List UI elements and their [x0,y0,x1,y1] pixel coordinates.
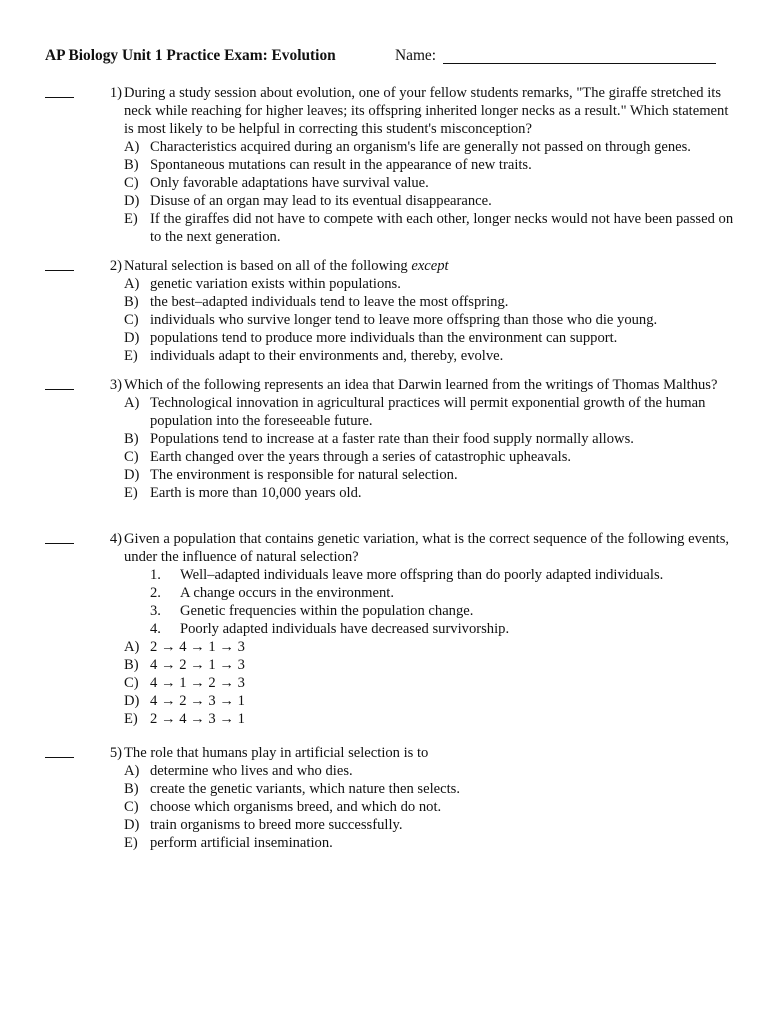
option-a [124,394,734,430]
option-letter: E) [124,711,138,727]
option-text: genetic variation exists within populations. [150,276,401,292]
option-b [124,656,734,674]
name-field-line[interactable] [443,63,716,64]
option-text: Spontaneous mutations can result in the appearance of new traits. [150,157,532,173]
event-1 [124,566,734,584]
event-number: 1. [150,567,161,583]
event-text: A change occurs in the environment. [180,585,394,601]
question-number: 5) [109,745,122,761]
event-number: 2. [150,585,161,601]
option-letter: C) [124,449,139,465]
option-letter: D) [124,193,140,209]
option-e [124,210,734,246]
option-e [124,710,734,728]
option-text: Earth is more than 10,000 years old. [150,485,362,501]
option-d [124,466,734,484]
option-text: Earth changed over the years through a series of catastrophic upheavals. [150,449,572,465]
option-e [124,834,734,852]
answer-blank[interactable] [45,97,74,98]
option-text: determine who lives and who dies. [150,763,353,779]
option-text: Technological innovation in agricultural practices will permit exponential growth of the human population into the foreseeable future. [150,395,706,429]
event-list [124,566,734,638]
question-stem: Which of the following represents an idea that Darwin learned from the writings of Thomas Malthus? [124,377,718,393]
option-letter: D) [124,330,140,346]
option-letter: C) [124,175,139,191]
question-stem: During a study session about evolution, one of your fellow students remarks, "The giraffe stretched its neck while reaching for higher leaves; its offspring inherited longer necks as a result." Which statement is most likely to be helpful in correcting this student's misconception? [124,85,729,137]
question-body [124,744,734,852]
option-letter: B) [124,431,139,447]
option-letter: D) [124,693,140,709]
option-text: 4 → 2 → 1 → 3 [150,657,245,673]
event-text: Genetic frequencies within the population change. [180,603,474,619]
option-b [124,293,734,311]
answer-blank[interactable] [45,389,74,390]
option-e [124,347,734,365]
option-letter: B) [124,657,139,673]
option-text: 4 → 2 → 3 → 1 [150,693,245,709]
question-number: 4) [109,531,122,547]
option-b [124,780,734,798]
option-c [124,798,734,816]
question-body [124,84,734,246]
option-text: Disuse of an organ may lead to its eventual disappearance. [150,193,492,209]
option-a [124,762,734,780]
option-letter: A) [124,639,140,655]
option-a [124,275,734,293]
option-text: individuals adapt to their environments and, thereby, evolve. [150,348,504,364]
event-3 [124,602,734,620]
option-text: perform artificial insemination. [150,835,333,851]
event-number: 3. [150,603,161,619]
option-letter: E) [124,211,138,227]
event-text: Well–adapted individuals leave more offspring than do poorly adapted individuals. [180,567,664,583]
option-text: 2 → 4 → 1 → 3 [150,639,245,655]
option-letter: D) [124,817,140,833]
exam-header [45,47,745,67]
event-text: Poorly adapted individuals have decreased survivorship. [180,621,510,637]
option-c [124,174,734,192]
option-letter: A) [124,763,140,779]
option-letter: C) [124,675,139,691]
answer-blank[interactable] [45,757,74,758]
name-label: Name: [395,47,437,64]
option-letter: E) [124,485,138,501]
option-c [124,674,734,692]
question-stem: Given a population that contains genetic variation, what is the correct sequence of the following events, under the influence of natural selection? [124,531,730,565]
option-text: 2 → 4 → 3 → 1 [150,711,245,727]
option-letter: B) [124,781,139,797]
option-text: The environment is responsible for natural selection. [150,467,458,483]
event-number: 4. [150,621,161,637]
option-letter: A) [124,276,140,292]
option-letter: C) [124,312,139,328]
option-a [124,138,734,156]
option-text: Only favorable adaptations have survival value. [150,175,429,191]
question-body [124,530,734,728]
option-letter: C) [124,799,139,815]
stem-text: Natural selection is based on all of the following [124,258,412,274]
option-text: Populations tend to increase at a faster rate than their food supply normally allows. [150,431,634,447]
question-body [124,376,734,502]
answer-blank[interactable] [45,543,74,544]
question-body [124,257,734,365]
option-c [124,311,734,329]
option-d [124,329,734,347]
question-number: 2) [109,258,122,274]
option-c [124,448,734,466]
option-letter: A) [124,395,140,411]
option-letter: B) [124,157,139,173]
option-d [124,192,734,210]
option-text: train organisms to breed more successfully. [150,817,403,833]
event-4 [124,620,734,638]
option-letter: E) [124,835,138,851]
option-e [124,484,734,502]
option-b [124,156,734,174]
option-text: individuals who survive longer tend to leave more offspring than those who die young. [150,312,658,328]
option-b [124,430,734,448]
question-number: 1) [109,85,122,101]
option-text: populations tend to produce more individuals than the environment can support. [150,330,618,346]
option-letter: B) [124,294,139,310]
option-letter: E) [124,348,138,364]
option-a [124,638,734,656]
exam-title: AP Biology Unit 1 Practice Exam: Evolution [45,47,336,64]
option-letter: D) [124,467,140,483]
option-text: Characteristics acquired during an organism's life are generally not passed on through genes. [150,139,691,155]
option-letter: A) [124,139,140,155]
question-stem: The role that humans play in artificial selection is to [124,745,429,761]
option-text: 4 → 1 → 2 → 3 [150,675,245,691]
option-text: the best–adapted individuals tend to leave the most offspring. [150,294,509,310]
question-stem [124,257,734,275]
option-d [124,692,734,710]
question-number: 3) [109,377,122,393]
option-text: If the giraffes did not have to compete with each other, longer necks would not have been passed on to the next generation. [150,211,734,245]
option-text: choose which organisms breed, and which do not. [150,799,442,815]
answer-blank[interactable] [45,270,74,271]
option-d [124,816,734,834]
stem-emphasis: except [411,258,449,274]
option-text: create the genetic variants, which nature then selects. [150,781,460,797]
event-2 [124,584,734,602]
